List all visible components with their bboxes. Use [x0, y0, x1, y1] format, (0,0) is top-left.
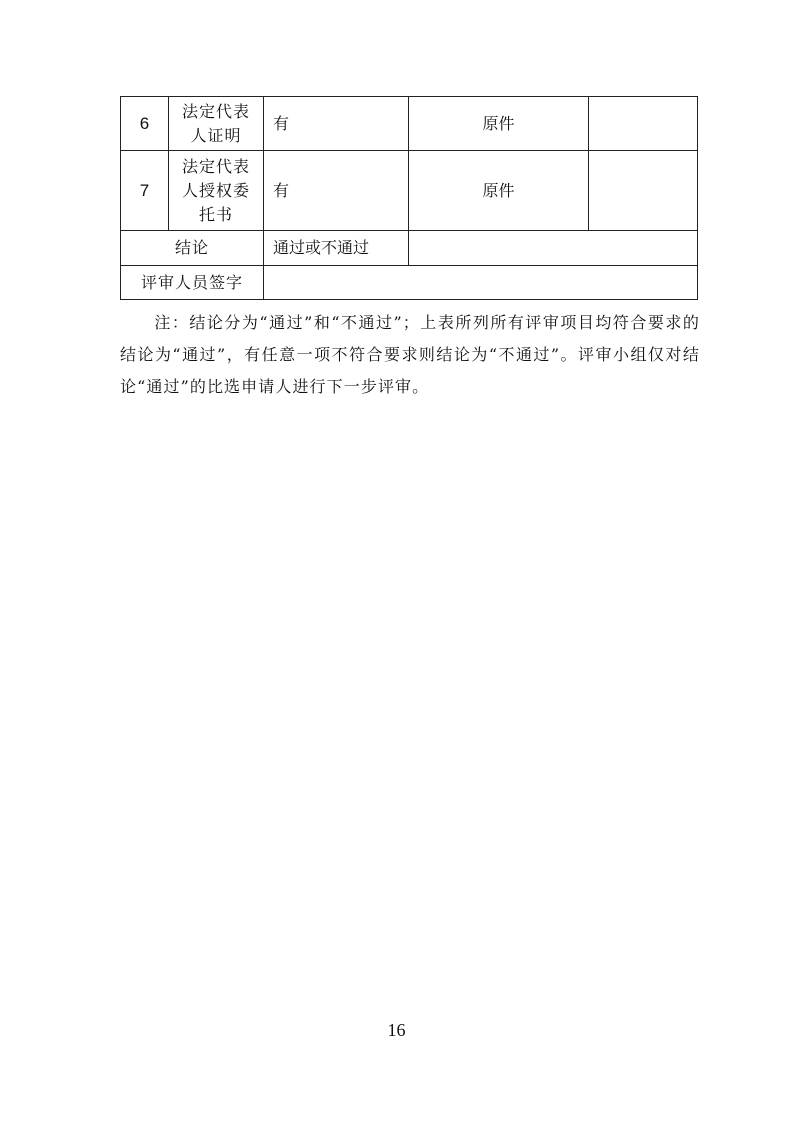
row-number: 7 [121, 151, 169, 231]
document-form-cell: 原件 [409, 151, 589, 231]
signature-field [264, 266, 698, 300]
signature-label: 评审人员签字 [121, 266, 264, 300]
row-number: 6 [121, 97, 169, 151]
table-row [121, 97, 698, 151]
item-name [169, 151, 264, 231]
provided-cell: 有 [264, 97, 409, 151]
document-form-cell: 原件 [409, 97, 589, 151]
conclusion-value: 通过或不通过 [264, 231, 409, 266]
note-text: 注：结论分为“通过”和“不通过”；上表所列所有评审项目均符合要求的结论为“通过”，有任意一项不符合要求则结论为“不通过”。评审小组仅对结论“通过”的比选申请人进行下一步评审。 [120, 313, 700, 396]
table-row [121, 151, 698, 231]
note-paragraph [120, 307, 700, 403]
review-table [120, 96, 698, 300]
conclusion-extra [409, 231, 698, 266]
remark-cell [589, 97, 698, 151]
signature-row [121, 266, 698, 300]
page-number: 16 [387, 1020, 406, 1040]
item-name-line: 托书 [198, 204, 233, 224]
item-name-line: 法定代表 [181, 101, 250, 121]
conclusion-label: 结论 [121, 231, 264, 266]
provided-cell: 有 [264, 151, 409, 231]
conclusion-row [121, 231, 698, 266]
item-name [169, 97, 264, 151]
item-name-line: 人授权委 [181, 180, 250, 200]
item-name-line: 人证明 [190, 125, 242, 145]
item-name-line: 法定代表 [181, 156, 250, 176]
remark-cell [589, 151, 698, 231]
